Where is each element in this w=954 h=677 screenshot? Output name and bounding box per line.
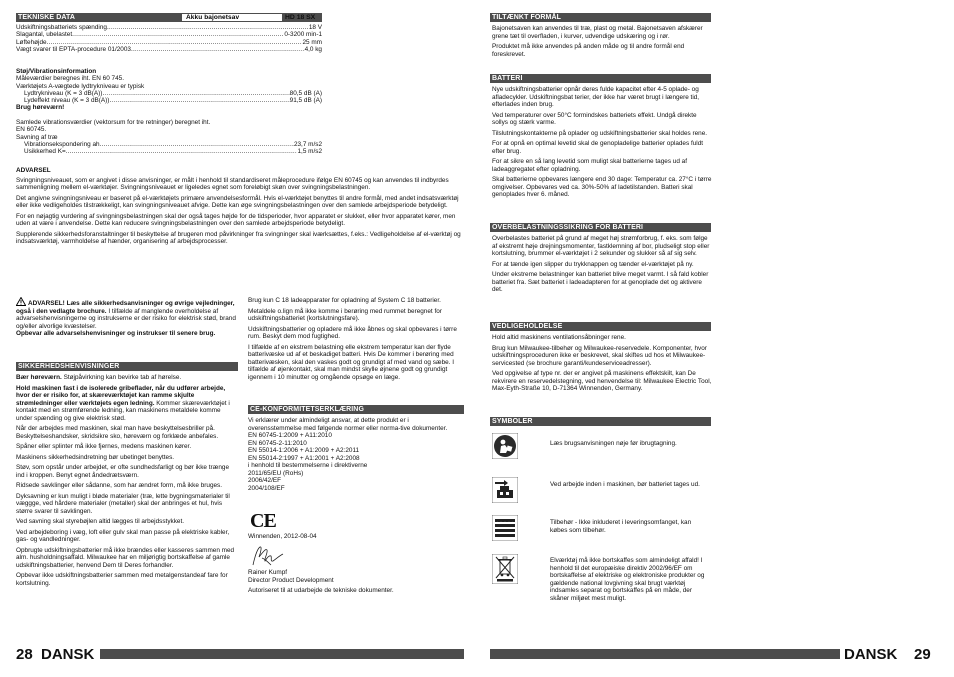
vibration-row: Usikkerhed K= ..... 1,5 m/s2 [16,148,322,155]
symbol-text: Læs brugsanvisningen nøje før ibrugtagning. [550,440,677,447]
vibration-row: Vibrationsekspondering ah ..... 23,7 m/s2 [16,141,322,148]
mid-paragraph: I tilfælde af en ekstrem belastning elle ekstrem temperatur kan der flyde batterivæske ud af et beskadiget batteri. Hvis De kommer i berøring med batterivæsken, skal den vaskes godt og grundigt af med vand og sæbe. I tilfælde af øjenkontakt, skal man mindst skylle øjnene godt og grundigt igennem i 10 minutter og omgående opsøge en læge. [248,343,455,381]
page-number-left: 28 [16,646,33,663]
ce-section: Vi erklærer under almindeligt ansvar, at dette produkt er i overensstemmelse med følgende normer eller norma-tive dokumenter. EN 60745-1:2009 + A11:2010 EN 60745-2-11:2010 EN 55014-1:2006 + A1:2009 + A2:2011 EN 55014-2:1997 + A1:2001 + A2:2008 i henhold til bestemmelserne i direktiverne 2011/65/EU (RoHs) 2006/42/EF 2004/108/EF [248,417,464,492]
language-label-right: DANSK [844,646,898,663]
signer-title: Director Product Development [248,576,334,584]
tech-row: Løftehøjde ..... 25 mm [16,39,322,46]
language-label-left: DANSK [41,646,95,663]
maintenance-section: Hold altid maskinens ventilationsåbninger rene. Brug kun Milwaukee-tilbehør og Milwaukee-reservedele. Komponenter, hvor udskiftningsproceduren ikke er beskrevet, skal skiftes ud hos et Milwaukee-servicested (se brochure garanti/kundeserviceadresser). Ved opgivelse af type nr. der er angivet på maskinens effektskilt, kan De rekvirere en reservedelstegning, ved henvendelse til: Milwaukee Electric Tool, Max-Eyth-Straße 10, D-71364 Winnenden, Germany. [492,334,712,392]
overload-header: OVERBELASTNINGSSIKRING FOR BATTERI [490,223,711,232]
safety-paragraph: Støv, som opstår under arbejdet, er ofte sundhedsfarligt og bør ikke trænge ind i kroppen. Benyt egnet åndedrætsværn. [16,464,230,479]
mid-paragraph: Brug kun C 18 ladeapparater for opladning af System C 18 batterier. [248,297,441,304]
mid-paragraph: Metaldele o.lign må ikke komme i berøring med rummet beregnet for udskiftningsbatteriet (kortslutningsfare). [248,307,442,322]
footer-bar-right [490,649,840,659]
signer-note: Autoriseret til at udarbejde de tekniske dokumenter. [248,587,394,594]
right-footer [477,647,954,663]
warning-paragraph: Supplerende sikkerhedsforanstaltninger til beskyttelse af brugeren mod påvirkninger fra svingninger skal iværksættes, f.eks.: Vedligeholdelse af el-værktøj og indsatsværktøj, varmholdelse af hænder, organisering af arbejdsprocesser. [16,230,461,245]
read-manual-icon [492,433,518,459]
symbol-text: Tilbehør - Ikke inkluderet i leveringsomfanget, kan købes som tilbehør. [550,519,692,534]
safety-paragraph: Ved arbejdeboring i væg, loft eller gulv skal man passe på elektriske kabler, gas- og vandledninger. [16,528,230,543]
safety-warning-bold: ADVARSEL! Læs alle sikkerhedsanvisninger og øvrige vejledninger, også i den vedlagte brochure. [16,300,235,315]
safety-paragraph: Spåner eller splinter må ikke fjernes, medens maskinen kører. [16,443,192,450]
warning-triangle-icon [16,297,26,306]
signer-name: Rainer Kumpf [248,569,288,576]
safety-paragraph: Opbevar ikke udskiftningsbatterier sammen med metalgenstandeaf fare for kortslutning. [16,572,228,587]
overload-section: Overbelastes batteriet på grund af meget høj strømforbrug, f. eks. som følge af ekstremt høje drejningsmomenter, fastklemning af bor, pludseligt stop eller kortslutning, brummer el-værktøjet i 2 sekunder og slukker så af sig selv. For at tænde igen slipper du trykknappen og tænder el-værktøjet på ny. Under ekstreme belastninger kan batteriet blive meget varmt. I så fald kobler batteriet fra. Sæt batteriet i ladeadapteren for at genoplade det og aktivere det. [492,235,710,293]
battery-safety-section [248,297,464,384]
symbol-text: Ved arbejde inden i maskinen, bør batteriet tages ud. [550,481,700,488]
safety-paragraph: Ved savning skal styrebøjlen altid lægges til arbejdsstykket. [16,518,185,525]
page-number-right: 29 [914,646,931,663]
signature-icon [250,544,290,568]
tech-data-table [16,24,322,53]
ce-text: Vi erklærer under almindeligt ansvar, at dette produkt er i overensstemmelse med følgende normer eller norma-tive dokumenter. [248,417,448,432]
footer-bar-left [100,649,464,659]
symbol-text: Elværktøj må ikke bortskaffes som almindeligt affald! I henhold til det europæiske direktiv 2002/96/EF om bortskaffelse af elektriske og elektroniske produkter og gældende national lovgivning skal brugt værktøj indsamles separat og bortskaffes på en måde, der skåner miljøet mest muligt. [550,557,705,602]
safety-warning-keep: Opbevar alle advarselshenvisninger og instrukser til senere brug. [16,330,216,337]
safety-header: SIKKERHEDSHENVISNINGER [16,362,238,371]
remove-battery-icon [492,477,518,503]
right-page [477,0,954,677]
place-date: Winnenden, 2012-08-04 [248,533,317,540]
tech-data-model: HD 18 SX [285,14,316,21]
safety-warning-block [16,297,238,341]
ce-header: CE-KONFORMITETSERKLÆRING [248,405,464,414]
maintenance-header: VEDLIGEHOLDELSE [490,322,711,331]
vibration-line: Savning af træ [16,133,58,141]
warning-section [16,167,466,249]
intended-use-section: Bajonetsaven kan anvendes til træ, plast og metal. Bajonetsaven afskærer grene tæt til overfladen, i kurver, udvendige udskæring og i rør. Produktet må ikke anvendes på anden måde og til andre formål end foreskrevet. [492,25,703,58]
noise-line: Værktøjets A-vægtede lydtrykniveau er typisk [16,82,145,90]
symbols-header: SYMBOLER [490,417,711,426]
vibration-line: Samlede vibrationsværdier (vektorsum for tre retninger) beregnet iht. [16,119,211,126]
noise-row: Lydtrykniveau (K = 3 dB(A)) ..... 80,5 dB (A) [16,90,322,97]
weee-bin-icon [492,554,518,584]
warning-paragraph: Svingningsniveauet, som er angivet i disse anvisninger, er målt i henhold til standardiseret måleprocedure ifølge EN 60745 og kan anvendes til indbyrdes sammenligning mellem el-værktøjer. Svingningsniveauet er ligeledes egnet som foreløbigt skøn over svingningsbelastningen. [16,176,449,191]
vibration-line: EN 60745. [16,126,47,134]
signer-block [248,569,464,595]
noise-line: Måleværdier beregnes iht. EN 60 745. [16,75,124,83]
tech-data-header [16,13,322,22]
warning-title: ADVARSEL [16,167,51,174]
accessory-blades-icon [492,515,518,541]
ear-protection: Brug høreværn! [16,104,65,112]
safety-paragraph: Maskinens sikkerhedsindretning bør ubetinget benyttes. [16,453,175,461]
mid-paragraph: Udskiftningsbatterier og opladere må ikke åbnes og skal opbevares i tørre rum. Beskyt dem mod fugtighed. [248,325,457,340]
battery-header: BATTERI [490,74,711,83]
ce-mark-icon: CE [250,510,276,532]
battery-section: Nye udskiftningsbatterier opnår deres fulde kapacitet efter 4-5 oplade- og afladecykler. Udskiftningsbat terier, der ikke har været brugt i længere tid, efterlades inden brug. Ved temperaturer over 50°C formindskes batteriets effekt. Undgå direkte sollys og stærk varme. Tilslutningskontakterne på oplader og udskiftningsbatterier skal holdes rene. For at opnå en optimal levetid skal de genopladelige batterier oplades fuldt efter brug. For at sikre en så lang levetid som muligt skal batterierne tages ud af ladeaggregatet efter opladning. Skal batterierne opbevares længere end 30 dage: Temperatur ca. 27°C i tørre omgivelser. Opbevares ved ca. 30%-50% af ladetilstanden. Batteri skal genoplades hver 6. måned. [492,86,712,198]
warning-paragraph: Det angivne svingningsniveau er baseret på el-værktøjets primære anvendelsesformål. Hvis el-værktøjet benyttes til andre formål, med andet indsatsværktøj eller ikke vedligeholdes tilstrækkeligt, kan svingningsniveauet afvige. Dette kan øge svingningsbelastningen over den samlede arbejdsperiode betydeligt. [16,194,459,209]
safety-paragraph: Når der arbejdes med maskinen, skal man have beskyttelsesbriller på. Beskyttelseshandsker, skridsikre sko, høreværn og forklæde anbefales. [16,425,219,440]
tech-row: Slagantal, ubelastet ..... 0-3200 min-1 [16,31,322,38]
tech-row: Vægt svarer til EPTA-procedure 01/2003 ..... 4,0 kg [16,46,322,53]
intended-use-header: TILTÆNKT FORMÅL [490,13,711,22]
safety-paragraph: Opbrugte udskiftningsbatterier må ikke brændes eller kasseres sammen med alm. husholdningsaffald. Milwaukee har en miljørigtig bortskaffelse af gamle udskiftningsbatterier, henvend Dem til Deres forhandler. [16,546,235,569]
tech-row: Udskiftningsbatteriets spænding ..... 18 V [16,24,322,31]
tech-data-title: TEKNISKE DATA [18,14,76,21]
vibration-section [16,119,322,155]
noise-row: Lydeffekt niveau (K = 3 dB(A)) ..... 91,5 dB (A) [16,97,322,104]
tech-data-subtitle: Akku bajonetsav [182,14,282,21]
safety-paragraph: Dyksavning er kun muligt i bløde materialer (træ, lette bygningsmaterialer til væggge, ved hårdere materialer (metaller) skal der anbringes et hul, hvis større svarer til savklingen. [16,492,230,515]
safety-paragraph: Ridsede savklinger eller sådanne, som har ændret form, må ikke bruges. [16,482,223,489]
noise-title: Støj/Vibrationsinformation [16,68,97,75]
noise-section [16,68,322,112]
left-footer [0,647,477,663]
safety-warning-text: I tilfælde af manglende overholdelse af advarselshenvisningerne og instrukserne er der risiko for elektrisk stød, brand og/eller alvorlige kvæstelser. [16,307,236,330]
safety-section: Bær høreværn. Støjpåvirkning kan bevirke tab af hørelse. Hold maskinen fast i de isolerede gribeflader, når du udfører arbejde, hvor der er risiko for, at skæreværktøjet kan ramme skjulte strømledninger eller værktøjets egen ledning. Kommer skæreværktøjet i kontakt med en strømførende ledning, kan maskinens metaldele komme under spænding og give elektrisk stød. Når der arbejdes med maskinen, skal man have beskyttelsesbriller på. Beskyttelseshandsker, skridsikre sko, høreværn og forklæde anbefales. Spåner eller splinter må ikke fjernes, medens maskinen kører. Maskinens sikkerhedsindretning bør ubetinget benyttes. Støv, som opstår under arbejdet, er ofte sundhedsfarligt og bør ikke trænge ind i kroppen. Benyt egnet åndedrætsværn. Ridsede savklinger eller sådanne, som har ændret form, må ikke bruges. Dyksavning er kun muligt i bløde materialer (træ, lette bygningsmaterialer til væggge, ved hårdere materialer (metaller) skal der anbringes et hul, hvis større svarer til savklingen. Ved savning skal styrebøjlen altid lægges til arbejdsstykket. Ved arbejdeboring i væg, loft eller gulv skal man passe på elektriske kabler, gas- og vandledninger. Opbrugte udskiftningsbatterier må ikke brændes eller kasseres sammen med alm. husholdningsaffald. Milwaukee har en miljørigtig bortskaffelse af gamle udskiftningsbatterier, henvend Dem til Deres forhandler. Opbevar ikke udskiftningsbatterier sammen med metalgenstandeaf fare for kortslutning. [16,374,238,590]
warning-paragraph: For en nøjagtig vurdering af svingningsbelastningen skal der også tages højde for de tidsperioder, hvor apparatet er slukket, eller hvor apparatet kører, men uden at være i anvendelse. Dette kan reducere svingningsbelastningen over den samlede arbejdsperiode betydeligt. [16,212,456,227]
